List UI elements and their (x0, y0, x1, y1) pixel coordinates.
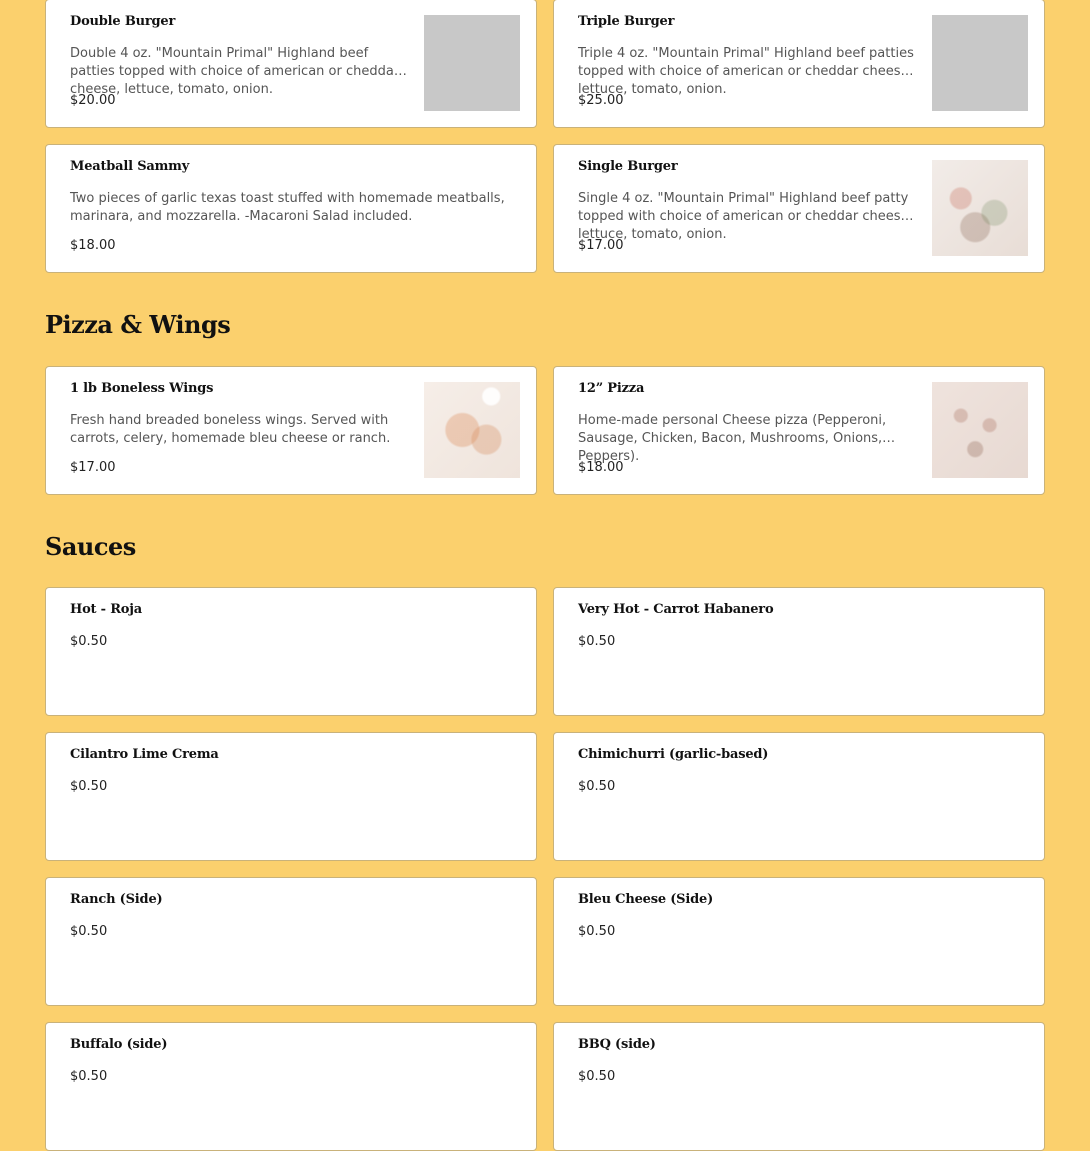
burgers-grid (45, 0, 1045, 273)
menu-item-card[interactable] (45, 1022, 537, 1151)
item-price: $20.00 (70, 93, 116, 108)
menu-item-card[interactable] (553, 144, 1045, 273)
item-name: Meatball Sammy (70, 159, 190, 174)
menu-item-card[interactable] (553, 0, 1045, 128)
item-name: Buffalo (side) (70, 1037, 168, 1052)
section-title-sauces: Sauces (45, 532, 136, 561)
menu-item-card[interactable] (553, 587, 1045, 716)
item-price: $18.00 (578, 460, 624, 475)
menu-item-card[interactable] (45, 0, 537, 128)
item-price: $17.00 (70, 460, 116, 475)
item-description: Double 4 oz. "Mountain Primal" Highland beef patties topped with choice of american or cheddar cheese, lettuce, tomato, onion. (70, 46, 400, 97)
item-photo-burger (932, 160, 1028, 256)
item-price: $0.50 (578, 634, 616, 649)
item-price: $0.50 (578, 1069, 616, 1084)
item-price: $18.00 (70, 238, 116, 253)
item-name: 12” Pizza (578, 381, 645, 396)
item-name: Bleu Cheese (Side) (578, 892, 714, 907)
item-name: Ranch (Side) (70, 892, 163, 907)
item-price: $0.50 (70, 779, 108, 794)
item-price: $0.50 (70, 924, 108, 939)
item-photo-wings (424, 382, 520, 478)
pizza-wings-grid (45, 366, 1045, 495)
menu-item-card[interactable] (45, 144, 537, 273)
item-description: Home-made personal Cheese pizza (Pepperoni, Sausage, Chicken, Bacon, Mushrooms, Onions, Peppers). (578, 413, 887, 464)
menu-item-card[interactable] (45, 587, 537, 716)
item-name: Very Hot - Carrot Habanero (578, 602, 774, 617)
item-image-placeholder (424, 15, 520, 111)
menu-item-card[interactable] (553, 1022, 1045, 1151)
item-name: BBQ (side) (578, 1037, 656, 1052)
item-name: Cilantro Lime Crema (70, 747, 219, 762)
menu-item-card[interactable] (45, 366, 537, 495)
item-photo-pizza (932, 382, 1028, 478)
menu-item-card[interactable] (45, 877, 537, 1006)
menu-item-card[interactable] (553, 877, 1045, 1006)
item-image-placeholder (932, 15, 1028, 111)
item-price: $0.50 (578, 924, 616, 939)
item-price: $0.50 (578, 779, 616, 794)
menu-item-card[interactable] (45, 732, 537, 861)
item-name: Triple Burger (578, 14, 675, 29)
item-description: Single 4 oz. "Mountain Primal" Highland beef patty topped with choice of american or cheddar cheese, lettuce, tomato, onion. (578, 191, 913, 242)
item-description: Triple 4 oz. "Mountain Primal" Highland beef patties topped with choice of american or cheddar cheese, lettuce, tomato, onion. (578, 46, 914, 97)
item-price: $0.50 (70, 1069, 108, 1084)
section-title-pizza-wings: Pizza & Wings (45, 310, 231, 339)
item-name: 1 lb Boneless Wings (70, 381, 214, 396)
item-price: $0.50 (70, 634, 108, 649)
menu-item-card[interactable] (553, 732, 1045, 861)
item-description: Fresh hand breaded boneless wings. Served with carrots, celery, homemade bleu cheese or ranch. (70, 413, 391, 446)
item-name: Chimichurri (garlic-based) (578, 747, 769, 762)
item-price: $17.00 (578, 238, 624, 253)
item-name: Double Burger (70, 14, 176, 29)
item-price: $25.00 (578, 93, 624, 108)
menu-item-card[interactable] (553, 366, 1045, 495)
item-name: Hot - Roja (70, 602, 143, 617)
item-description: Two pieces of garlic texas toast stuffed with homemade meatballs, marinara, and mozzarella. -Macaroni Salad included. (70, 191, 505, 224)
item-name: Single Burger (578, 159, 678, 174)
sauces-grid (45, 587, 1045, 1151)
